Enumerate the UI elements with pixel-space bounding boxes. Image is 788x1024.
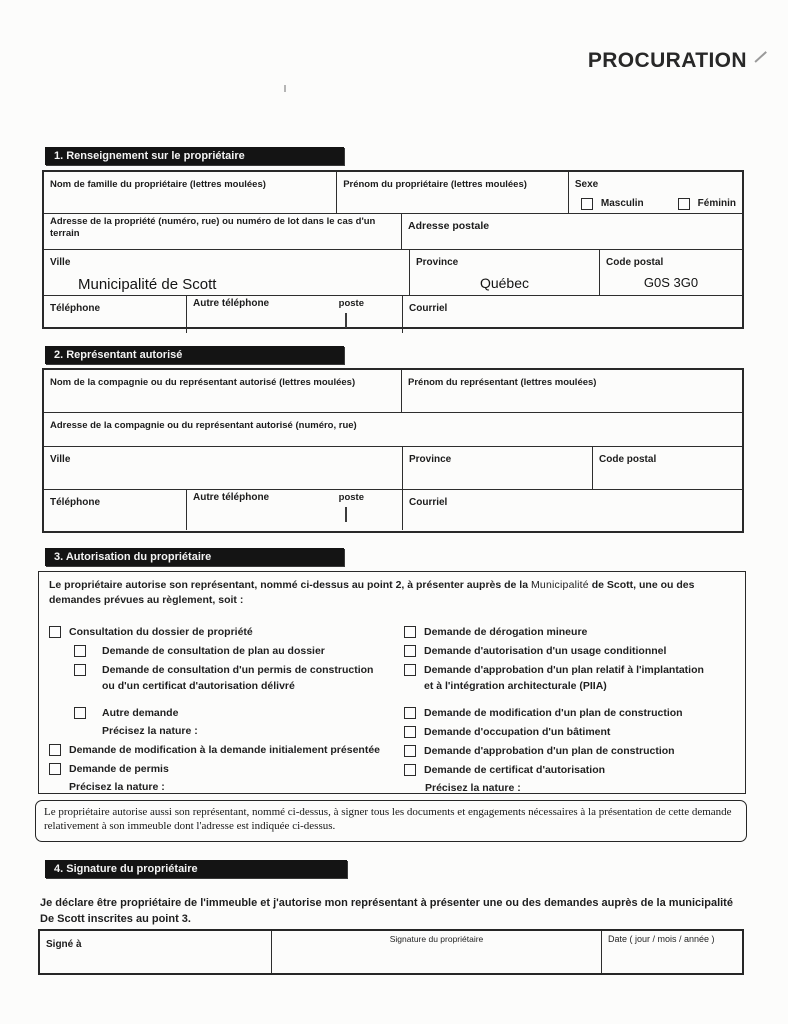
owner-firstname-label: Prénom du propriétaire (lettres moulées)	[343, 179, 527, 190]
option-label: Demande de permis	[69, 763, 169, 775]
rep-email-field[interactable]	[403, 490, 742, 530]
option-label: Demande d'autorisation d'un usage conditionnel	[424, 645, 667, 657]
feminin-label: Féminin	[697, 198, 736, 209]
option-label: Demande de dérogation mineure	[424, 626, 588, 638]
masculin-label: Masculin	[600, 198, 644, 209]
section1-table	[42, 170, 744, 329]
rep-address-field[interactable]	[44, 413, 742, 446]
owner-postalcode-value: G0S 3G0	[643, 275, 699, 290]
owner-province-label: Province	[416, 257, 459, 268]
owner-city-label: Ville	[50, 257, 71, 268]
option-label: Demande de consultation d'un permis de construction	[102, 664, 374, 676]
rep-postalcode-label: Code postal	[599, 454, 657, 465]
consultation-dossier-checkbox[interactable]	[49, 626, 61, 638]
intro-text-before: Le propriétaire autorise son représentant, nommé ci-dessus au point 2, à présenter auprès de la	[49, 579, 531, 591]
option-label: Autre demande	[102, 707, 179, 719]
derogation-mineure-checkbox[interactable]	[404, 626, 416, 638]
signed-at-field[interactable]	[40, 931, 272, 973]
precisez-nature-label: Précisez la nature :	[102, 725, 198, 737]
usage-conditionnel-checkbox[interactable]	[404, 645, 416, 657]
rep-province-field[interactable]	[403, 447, 593, 489]
option-consultation-permis	[74, 664, 399, 677]
page-title: PROCURATION	[587, 49, 747, 72]
authorization-options-right	[404, 620, 742, 795]
property-address-label: Adresse de la propriété (numéro, rue) ou numéro de lot dans le cas d'un terrain	[50, 216, 376, 239]
option-label: Demande d'occupation d'un bâtiment	[424, 726, 611, 738]
precisez-nature-label: Précisez la nature :	[425, 782, 521, 794]
precisez-nature-label: Précisez la nature :	[69, 781, 165, 793]
intro-text-after: de Scott, une ou des demandes prévues au règlement, soit :	[49, 579, 695, 606]
scan-artifact	[284, 85, 286, 92]
option-label-continued: ou d'un certificat d'autorisation délivré	[102, 680, 295, 692]
owner-altphone-field[interactable]	[187, 296, 403, 333]
postal-address-field[interactable]	[402, 214, 742, 249]
option-usage-conditionnel	[404, 645, 742, 658]
owner-signature-field[interactable]	[272, 931, 602, 973]
sex-label: Sexe	[574, 179, 599, 190]
option-label: Demande de consultation de plan au dossier	[102, 645, 325, 657]
section4-header: 4. Signature du propriétaire	[45, 860, 347, 878]
owner-email-field[interactable]	[403, 296, 742, 333]
option-label: Demande de modification d'un plan de construction	[424, 707, 683, 719]
modification-demande-checkbox[interactable]	[49, 744, 61, 756]
owner-postalcode-label: Code postal	[606, 257, 664, 268]
option-label: Demande de modification à la demande initialement présentée	[69, 744, 381, 756]
feminin-checkbox[interactable]	[678, 198, 690, 210]
rep-name-field[interactable]	[44, 370, 402, 412]
municipality-value: Municipalité	[530, 579, 589, 591]
option-label: Demande de certificat d'autorisation	[424, 764, 606, 776]
postal-address-label: Adresse postale	[408, 220, 490, 232]
signed-at-label: Signé à	[46, 939, 82, 950]
rep-altphone-field[interactable]	[187, 490, 403, 530]
owner-province-value: Québec	[479, 275, 530, 291]
rep-firstname-label: Prénom du représentant (lettres moulées)	[408, 377, 597, 388]
option-autre-demande	[74, 707, 399, 720]
demande-permis-checkbox[interactable]	[49, 763, 61, 775]
sex-field	[569, 172, 742, 213]
rep-extension-label: poste	[338, 492, 364, 503]
owner-province-field[interactable]	[410, 250, 600, 295]
rep-phone-label: Téléphone	[50, 497, 101, 508]
scan-artifact	[754, 51, 766, 62]
authorization-note: Le propriétaire autorise aussi son représentant, nommé ci-dessus, à signer tous les documents et engagements nécessaires à la présentation de cette demande relativement à son immeuble dont l'adresse est indiquée ci-dessus.	[35, 800, 747, 842]
owner-city-value: Municipalité de Scott	[78, 276, 217, 293]
option-derogation-mineure	[404, 626, 742, 639]
option-label: Consultation du dossier de propriété	[69, 626, 253, 638]
consultation-plan-checkbox[interactable]	[74, 645, 86, 657]
stray-mark	[345, 507, 347, 522]
date-field[interactable]	[602, 931, 742, 973]
owner-phone-field[interactable]	[44, 296, 187, 333]
option-label: Demande d'approbation d'un plan relatif à l'implantation	[424, 664, 704, 676]
rep-city-field[interactable]	[44, 447, 403, 489]
section3-header: 3. Autorisation du propriétaire	[45, 548, 344, 566]
occupation-batiment-checkbox[interactable]	[404, 726, 416, 738]
rep-city-label: Ville	[50, 454, 71, 465]
option-consultation-plan	[74, 645, 399, 658]
owner-lastname-label: Nom de famille du propriétaire (lettres moulées)	[50, 179, 266, 190]
rep-province-label: Province	[409, 454, 452, 465]
autre-demande-checkbox[interactable]	[74, 707, 86, 719]
consultation-permis-checkbox[interactable]	[74, 664, 86, 676]
rep-altphone-label: Autre téléphone	[193, 492, 270, 503]
option-consultation-dossier	[49, 626, 399, 639]
owner-city-field[interactable]	[44, 250, 410, 295]
rep-email-label: Courriel	[409, 497, 448, 508]
property-address-field[interactable]	[44, 214, 402, 249]
option-label: Demande d'approbation d'un plan de construction	[424, 745, 675, 757]
authorization-options-left	[49, 620, 399, 794]
option-occupation-batiment	[404, 726, 742, 739]
option-modification-plan	[404, 707, 742, 720]
certificat-autorisation-checkbox[interactable]	[404, 764, 416, 776]
section1-header: 1. Renseignement sur le propriétaire	[45, 147, 344, 165]
owner-postalcode-field[interactable]	[600, 250, 742, 295]
owner-extension-label: poste	[338, 298, 364, 309]
modification-plan-checkbox[interactable]	[404, 707, 416, 719]
owner-altphone-label: Autre téléphone	[193, 298, 270, 309]
rep-name-label: Nom de la compagnie ou du représentant autorisé (lettres moulées)	[50, 377, 356, 388]
owner-lastname-field[interactable]	[44, 172, 337, 213]
masculin-checkbox[interactable]	[581, 198, 593, 210]
date-label: Date ( jour / mois / année )	[608, 934, 715, 944]
owner-email-label: Courriel	[409, 303, 448, 314]
owner-signature-label: Signature du propriétaire	[389, 934, 484, 944]
stray-mark	[345, 313, 347, 328]
option-label-continued: et à l'intégration architecturale (PIIA)	[424, 680, 607, 692]
owner-phone-label: Téléphone	[50, 303, 101, 314]
option-plan-piia	[404, 664, 742, 677]
rep-firstname-field[interactable]	[402, 370, 742, 412]
section2-header: 2. Représentant autorisé	[45, 346, 344, 364]
plan-piia-checkbox[interactable]	[404, 664, 416, 676]
rep-phone-field[interactable]	[44, 490, 187, 530]
rep-postalcode-field[interactable]	[593, 447, 742, 489]
approbation-plan-checkbox[interactable]	[404, 745, 416, 757]
rep-address-label: Adresse de la compagnie ou du représentant autorisé (numéro, rue)	[50, 420, 357, 431]
option-certificat-autorisation	[404, 764, 742, 777]
authorization-intro	[39, 572, 745, 608]
section2-table	[42, 368, 744, 533]
section3-box	[38, 571, 746, 794]
owner-declaration: Je déclare être propriétaire de l'immeuble et j'autorise mon représentant à présenter une ou des demandes auprès de la municipalité De Scott inscrites au point 3.	[40, 897, 733, 925]
owner-firstname-field[interactable]	[337, 172, 569, 213]
option-demande-permis	[49, 763, 399, 776]
option-modification-demande	[49, 744, 399, 757]
option-approbation-plan	[404, 745, 742, 758]
signature-table	[38, 929, 744, 975]
